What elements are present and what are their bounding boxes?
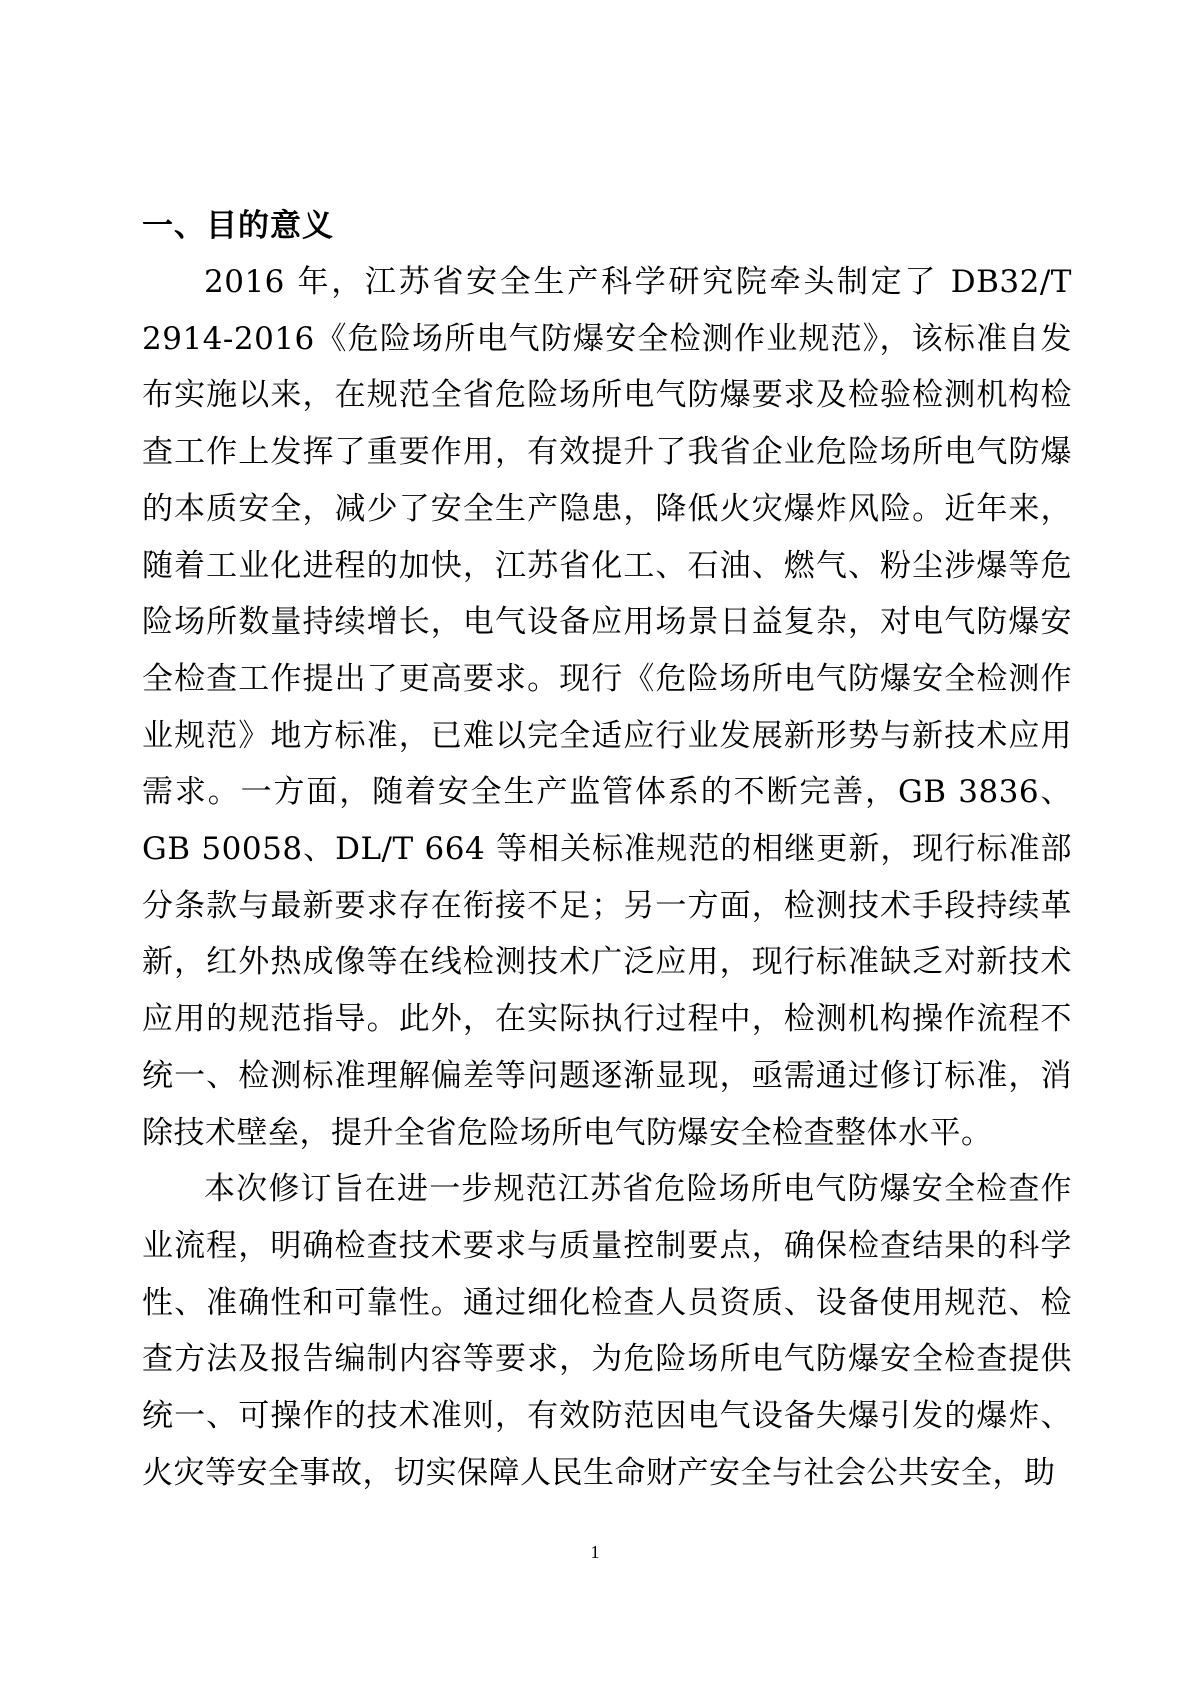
page-number: 1 xyxy=(590,1542,600,1562)
page-content xyxy=(142,202,1072,1501)
paragraph-purpose: 本次修订旨在进一步规范江苏省危险场所电气防爆安全检查作业流程，明确检查技术要求与质量控制要点，确保检查结果的科学性、准确性和可靠性。通过细化检查人员资质、设备使用规范、检查方法及报告编制内容等要求，为危险场所电气防爆安全检查提供统一、可操作的技术准则，有效防范因电气设备失爆引发的爆炸、火灾等安全事故，切实保障人民生命财产安全与社会公共安全，助 xyxy=(142,1171,1072,1491)
section-heading: 一、目的意义 xyxy=(142,208,334,244)
paragraph-background: 2016 年，江苏省安全生产科学研究院牵头制定了 DB32/T 2914-2016《危险场所电气防爆安全检测作业规范》，该标准自发布实施以来，在规范全省危险场所电气防爆要求及检验检测机构检查工作上发挥了重要作用，有效提升了我省企业危险场所电气防爆的本质安全，减少了安全生产隐患，降低火灾爆炸风险。近年来，随着工业化进程的加快，江苏省化工、石油、燃气、粉尘涉爆等危险场所数量持续增长，电气设备应用场景日益复杂，对电气防爆安全检查工作提出了更高要求。现行《危险场所电气防爆安全检测作业规范》地方标准，已难以完全适应行业发展新形势与新技术应用需求。一方面，随着安全生产监管体系的不断完善，GB 3836、GB 50058、DL/T 664 等相关标准规范的相继更新，现行标准部分条款与最新要求存在衔接不足；另一方面，检测技术手段持续革新，红外热成像等在线检测技术广泛应用，现行标准缺乏对新技术应用的规范指导。此外，在实际执行过程中，检测机构操作流程不统一、检测标准理解偏差等问题逐渐显现，亟需通过修订标准，消除技术壁垒，提升全省危险场所电气防爆安全检查整体水平。 xyxy=(142,264,1072,1151)
